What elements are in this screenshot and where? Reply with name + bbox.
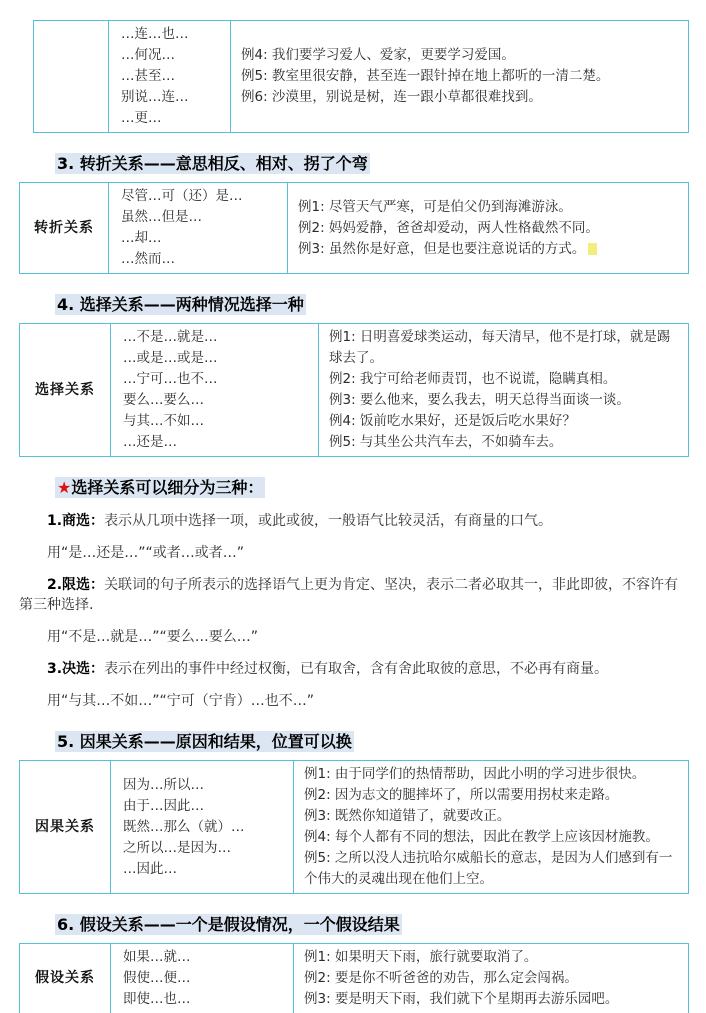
example-item: 例3: 既然你知道错了，就要改正。 <box>304 808 511 824</box>
pattern-list <box>111 944 294 1013</box>
table-label: 转折关系 <box>20 183 109 273</box>
example-item: 例2: 我宁可给老师责罚，也不说谎，隐瞒真相。 <box>329 371 617 387</box>
pattern-item: …甚至… <box>121 68 175 84</box>
pattern-item: 尽管…可（还）是… <box>121 188 243 204</box>
example-item: 例4: 饭前吃水果好，还是饭后吃水果好？ <box>329 413 576 429</box>
hypothetical-table <box>19 943 689 1013</box>
star-icon: ★ <box>57 478 72 497</box>
example-item: 例2: 因为志文的腿摔坏了，所以需要用拐杖来走路。 <box>304 787 619 803</box>
continuation-table <box>33 20 689 133</box>
pattern-item: 与其…不如… <box>123 413 204 429</box>
pattern-item: 因为…所以… <box>123 776 204 793</box>
table-label: 因果关系 <box>20 761 111 893</box>
example-item: 例2: 要是你不听爸爸的劝告，那么定会闯祸。 <box>304 970 578 986</box>
example-item: 例1: 日明喜爱球类运动，每天清早，他不是打球，就是踢球去了。 <box>329 329 671 366</box>
pattern-item: 由于…因此… <box>123 797 204 814</box>
section-heading-causal: 5. 因果关系——原因和结果，位置可以换 <box>57 732 352 751</box>
pattern-list <box>109 183 288 273</box>
example-item: 例4: 每个人都有不同的想法，因此在教学上应该因材施教。 <box>304 829 659 845</box>
example-item: 例4: 我们要学习爱人、爱家，更要学习爱国。 <box>241 47 515 63</box>
example-list <box>319 324 688 456</box>
pattern-item: …然而… <box>121 251 175 267</box>
example-item: 例3: 要么他来，要么我去，明天总得当面谈一谈。 <box>329 392 630 408</box>
pattern-item: 假使…便… <box>123 970 191 986</box>
subdivision-heading: ★选择关系可以细分为三种： <box>57 478 264 497</box>
note-juexuan: 3.决选：表示在列出的事件中经过权衡，已有取舍，含有舍此取彼的意思，不必再有商量。 <box>47 661 609 677</box>
example-item: 例5: 之所以没人违抗哈尔威船长的意志，是因为人们感到有一个伟大的灵魂出现在他们上空。 <box>304 850 673 887</box>
pattern-item: …或是…或是… <box>123 350 218 366</box>
pattern-item: 别说…连… <box>121 89 189 105</box>
example-list <box>231 21 688 132</box>
pattern-item: 既然…那么（就）… <box>123 818 245 835</box>
table-label-empty <box>34 21 109 132</box>
usage-juexuan: 用“与其…不如…”“宁可（宁肯）…也不…” <box>47 693 315 709</box>
pattern-item: 之所以…是因为… <box>123 839 231 856</box>
example-list <box>294 944 688 1013</box>
example-item: 例1: 尽管天气严寒，可是伯父仍到海滩游泳。 <box>298 198 572 215</box>
example-item: 例3: 要是明天下雨，我们就下个星期再去游乐园吧。 <box>304 991 619 1007</box>
pattern-item: 如果…就… <box>123 949 191 965</box>
pattern-item: 即使…也… <box>123 991 191 1007</box>
pattern-item: …更… <box>121 110 162 126</box>
pattern-item: …还是… <box>123 434 177 450</box>
pattern-list <box>109 21 231 132</box>
pattern-item: …因此… <box>123 860 177 877</box>
pattern-list <box>111 761 294 893</box>
example-item: 例3: 虽然你是好意，但是也要注意说话的方式。 <box>298 239 680 260</box>
example-item: 例1: 如果明天下雨，旅行就要取消了。 <box>304 949 538 965</box>
section-heading-hypothetical: 6. 假设关系——一个是假设情况，一个假设结果 <box>57 915 400 934</box>
example-item: 例2: 妈妈爱静，爸爸却爱动，两人性格截然不同。 <box>298 219 599 236</box>
table-label: 假设关系 <box>20 944 111 1013</box>
note-xianxuan: 2.限选：关联词的句子所表示的选择语气上更为肯定、坚决，表示二者必取其一，非此即彼，不容许有第三种选择. <box>19 577 679 613</box>
choice-table <box>19 323 689 457</box>
usage-shangxuan: 用“是…还是…”“或者…或者…” <box>47 545 245 561</box>
example-item: 例6: 沙漠里，别说是树，连一跟小草都很难找到。 <box>241 89 542 105</box>
causal-table <box>19 760 689 894</box>
pattern-item: …连…也… <box>121 26 189 42</box>
pattern-list <box>111 324 319 456</box>
section-heading-choice: 4. 选择关系——两种情况选择一种 <box>57 295 304 314</box>
pattern-item: 虽然…但是… <box>121 209 202 225</box>
pattern-item: …何况… <box>121 47 175 63</box>
table-label: 选择关系 <box>20 324 111 456</box>
example-list <box>294 761 688 893</box>
pattern-item: 要么…要么… <box>123 392 204 408</box>
usage-xianxuan: 用“不是…就是…”“要么…要么…” <box>47 629 259 645</box>
note-shangxuan: 1.商选：表示从几项中选择一项，或此或彼，一般语气比较灵活，有商量的口气。 <box>47 513 553 529</box>
example-item: 例5: 与其坐公共汽车去，不如骑车去。 <box>329 434 563 450</box>
example-list <box>288 183 688 273</box>
pattern-item: …却… <box>121 230 162 246</box>
example-item: 例1: 由于同学们的热情帮助，因此小明的学习进步很快。 <box>304 766 646 782</box>
pattern-item: …宁可…也不… <box>123 371 218 387</box>
section-heading-transition: 3. 转折关系——意思相反、相对、拐了个弯 <box>57 154 368 173</box>
pattern-item: …不是…就是… <box>123 329 218 345</box>
example-item: 例5: 教室里很安静，甚至连一跟针掉在地上都听的一清二楚。 <box>241 68 610 84</box>
transition-table <box>19 182 689 274</box>
yellow-highlight-mark <box>588 243 597 255</box>
